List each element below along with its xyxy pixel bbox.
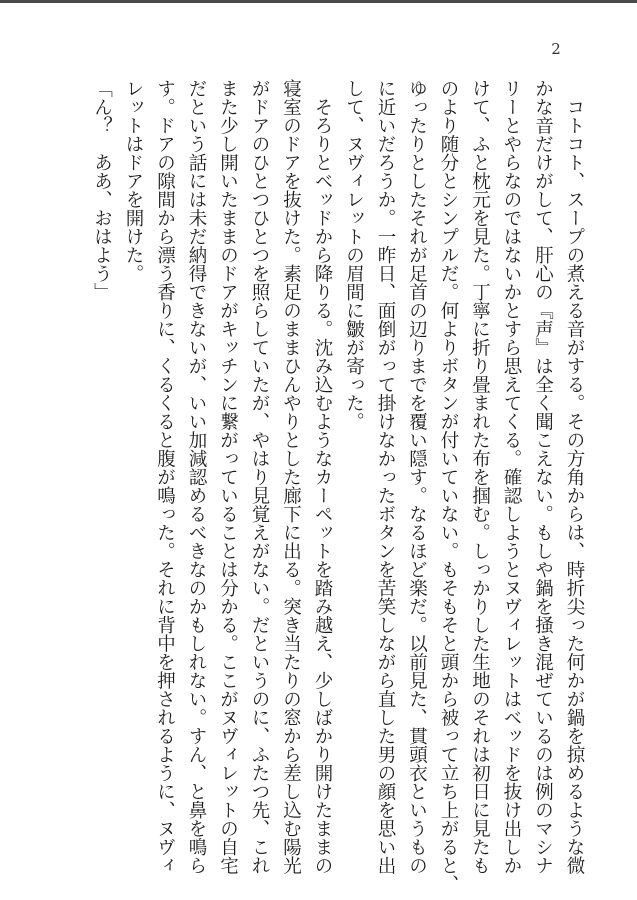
page-number: 2 bbox=[551, 40, 561, 58]
text-column-3: リーとやらなのではないかとすら思えてくる。確認しようとヌヴィレットはベッドを抜け出しか bbox=[501, 79, 522, 875]
text-column-4: けて、ふと枕元を見た。丁寧に折り畳まれた布を掴む。しっかりした生地のそれは初日に見たも bbox=[469, 79, 491, 875]
text-column-14: す。ドアの隙間から漂う香りに、くるくると腹が鳴った。それに背中を押されるように、ヌヴィ bbox=[154, 79, 176, 875]
text-column-1: コトコト、スープの煮える音がする。その方角からは、時折尖った何かが鍋を掠めるような微 bbox=[564, 79, 585, 875]
text-column-7: に近いだろうか。一昨日、面倒がって掛けなかったボタンを苦笑しながら直した男の顔を思い出 bbox=[375, 79, 396, 875]
top-border bbox=[0, 0, 637, 3]
text-column-10: 寝室のドアを抜けた。素足のままひんやりとした廊下に出る。突き当たりの窓から差し込む陽光 bbox=[280, 79, 302, 875]
text-column-2: かな音だけがして、肝心の『声』は全く聞こえない。もしや鍋を掻き混ぜているのは例のマシナ bbox=[532, 79, 554, 875]
text-column-16: 「ん？ ああ、おはよう」 bbox=[91, 79, 113, 301]
body-text bbox=[86, 79, 590, 897]
text-column-5: のより随分とシンプルだ。何よりボタンが付いていない。もそもそと頭から被って立ち上がると、 bbox=[438, 79, 459, 893]
text-column-12: また少し開いたままのドアがキッチンに繋がっていることは分かる。ここがヌヴィレットの自宅 bbox=[217, 79, 239, 875]
text-column-6: ゆったりとしたそれが足首の辺りまでを覆い隠す。なるほど楽だ。以前見た、貫頭衣というもの bbox=[406, 79, 428, 875]
text-column-13: だという話には未だ納得できないが、いい加減認めるべきなのかもしれない。すん、と鼻を鳴ら bbox=[186, 79, 207, 875]
text-column-11: がドアのひとつひとつを照らしていたが、やはり見覚えがない。だというのに、ふたつ先、これ bbox=[249, 79, 270, 875]
text-column-8: して、ヌヴィレットの眉間に皺が寄った。 bbox=[343, 79, 365, 431]
text-column-9: そろりとベッドから降りる。沈み込むようなカーペットを踏み越え、少しばかり開けたままの bbox=[312, 79, 333, 875]
text-column-15: レットはドアを開けた。 bbox=[123, 79, 144, 283]
